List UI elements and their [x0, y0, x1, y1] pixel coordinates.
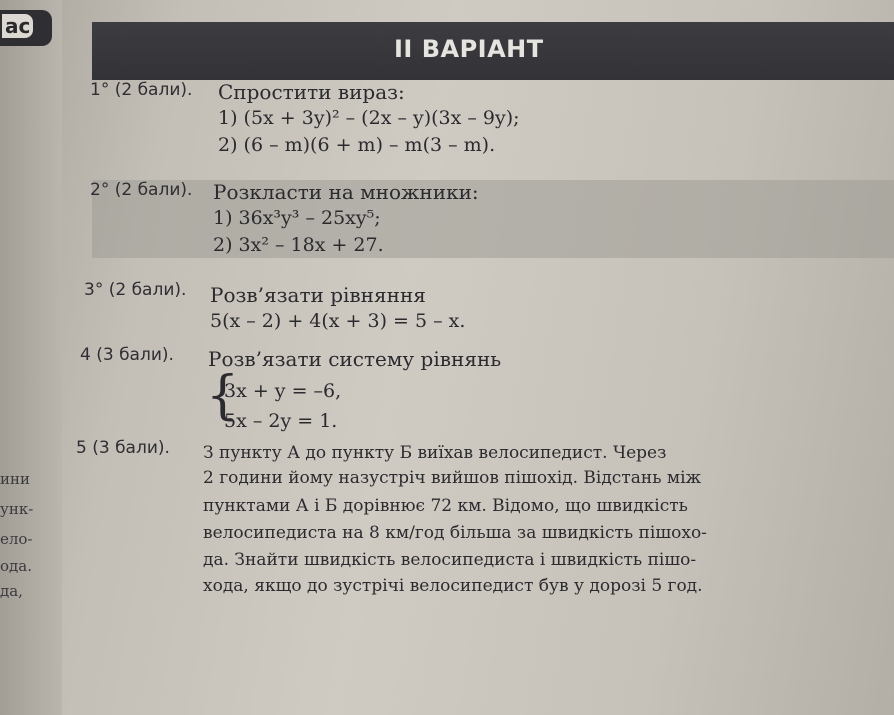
task-paragraph-line: да. Знайти швидкість велосипедиста і швидкість пішо- [203, 550, 697, 570]
adjacent-page-word: да, [0, 582, 23, 600]
task-paragraph-line: пунктами А і Б дорівнює 72 км. Відомо, що швидкість [203, 496, 688, 516]
variant-title: ІІ ВАРІАНТ [394, 35, 544, 63]
system-brace: { [206, 366, 240, 426]
adjacent-page-header-text: ас [2, 14, 33, 38]
task-paragraph-line: 2 години йому назустріч вийшов пішохід. Відстань між [203, 468, 702, 488]
task-title: Розв’язати рівняння [210, 283, 426, 307]
task-item: 2) 3x² – 18x + 27. [213, 234, 384, 256]
task-paragraph-line: велосипедиста на 8 км/год більша за швидкість пішохо- [203, 523, 707, 543]
task-title: Розв’язати систему рівнянь [208, 347, 502, 371]
task-item: 5(x – 2) + 4(x + 3) = 5 – x. [210, 310, 466, 332]
task-title: Розкласти на множники: [213, 180, 479, 204]
task-number: 4 (3 бали). [80, 345, 174, 365]
task-number: 3° (2 бали). [84, 280, 187, 300]
adjacent-page-word: ини [0, 470, 30, 488]
task-paragraph-line: З пункту А до пункту Б виїхав велосипедист. Через [203, 443, 667, 463]
task-number: 1° (2 бали). [90, 80, 193, 100]
adjacent-page-word: ело- [0, 530, 33, 548]
adjacent-page-word: ода. [0, 557, 32, 575]
task-item: 1) (5x + 3y)² – (2x – y)(3x – 9y); [218, 107, 520, 129]
adjacent-page-strip [0, 0, 62, 715]
task-number: 5 (3 бали). [76, 438, 170, 458]
adjacent-page-word: унк- [0, 500, 34, 518]
task-paragraph-line: хода, якщо до зустрічі велосипедист був у дорозі 5 год. [203, 576, 703, 596]
task-item: 3x + y = –6, [224, 380, 342, 402]
task-item: 2) (6 – m)(6 + m) – m(3 – m). [218, 134, 496, 156]
task-number: 2° (2 бали). [90, 180, 193, 200]
task-item: 1) 36x³y³ – 25xy⁵; [213, 207, 381, 229]
task-title: Спростити вираз: [218, 80, 405, 104]
task-item: 5x – 2y = 1. [224, 410, 338, 432]
